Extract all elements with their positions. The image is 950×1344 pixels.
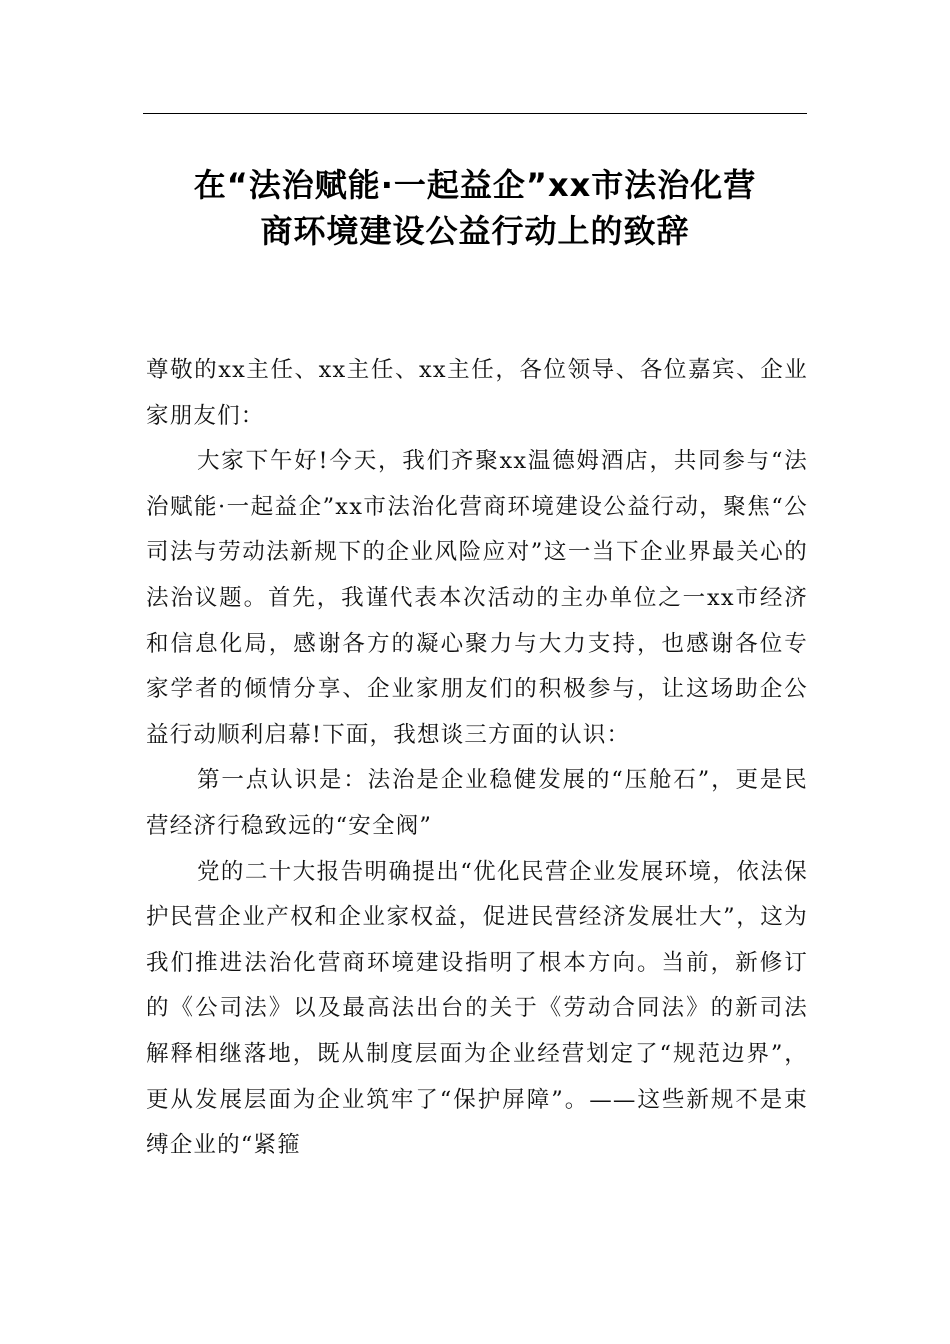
document-body bbox=[146, 348, 808, 1169]
paragraph-opening: 大家下午好!今天，我们齐聚xx温德姆酒店，共同参与“法治赋能·一起益企”xx市法治化营商环境建设公益行动，聚焦“公司法与劳动法新规下的企业风险应对”这一当下企业界最关心的法治议题。首先，我谨代表本次活动的主办单位之一xx市经济和信息化局，感谢各方的凝心聚力与大力支持，也感谢各位专家学者的倾情分享、企业家朋友们的积极参与，让这场助企公益行动顺利启幕!下面，我想谈三方面的认识： bbox=[146, 448, 808, 748]
document-title bbox=[120, 162, 830, 254]
title-line-2: 商环境建设公益行动上的致辞 bbox=[260, 212, 690, 250]
title-line-1: 在“法治赋能·一起益企”xx市法治化营 bbox=[193, 166, 757, 204]
salutation: 尊敬的xx主任、xx主任、xx主任，各位领导、各位嘉宾、企业家朋友们： bbox=[146, 357, 808, 429]
paragraph-point-one-body: 党的二十大报告明确提出“优化民营企业发展环境，依法保护民营企业产权和企业家权益，促进民营经济发展壮大”，这为我们推进法治化营商环境建设指明了根本方向。当前，新修订的《公司法》以及最高法出台的关于《劳动合同法》的新司法解释相继落地，既从制度层面为企业经营划定了“规范边界”，更从发展层面为企业筑牢了“保护屏障”。——这些新规不是束缚企业的“紧箍 bbox=[146, 858, 808, 1159]
header-rule bbox=[143, 113, 807, 114]
paragraph-point-one-heading: 第一点认识是：法治是企业稳健发展的“压舱石”，更是民营经济行稳致远的“安全阀” bbox=[146, 767, 808, 839]
